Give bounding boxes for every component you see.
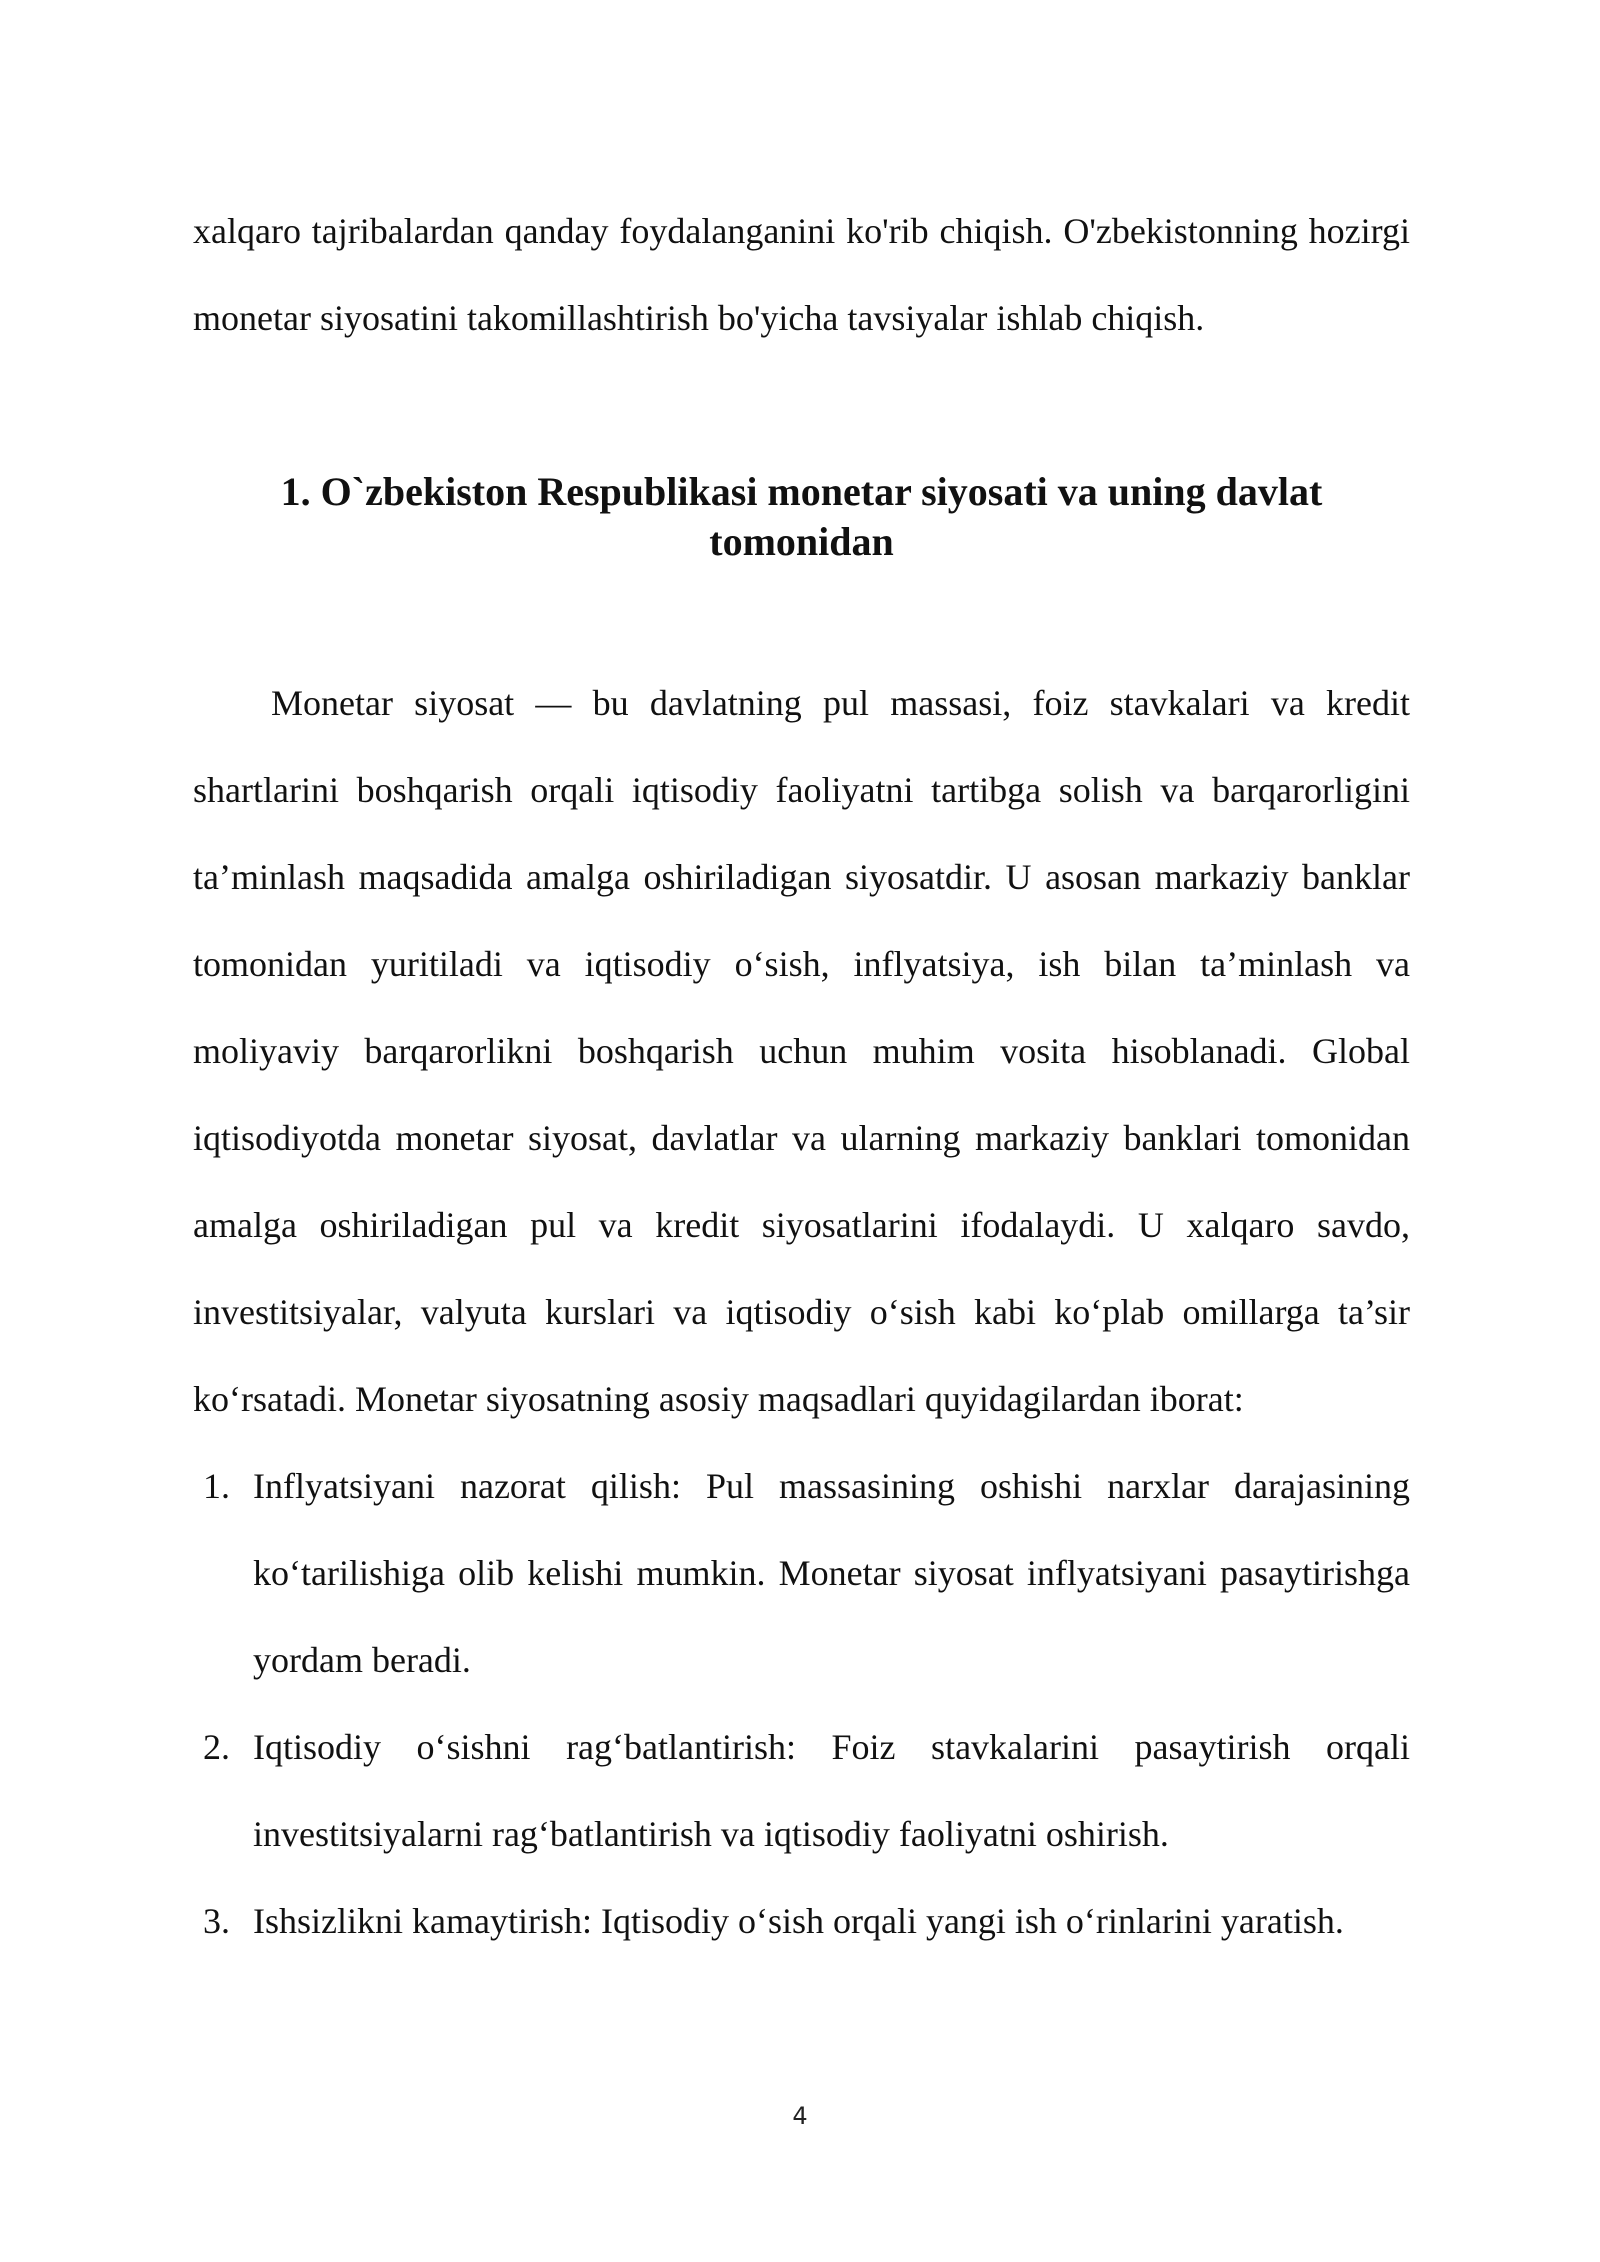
list-item-number: 3.: [203, 1901, 230, 1941]
list-item-number: 2.: [203, 1727, 230, 1767]
goals-list: [193, 1443, 1410, 1965]
list-item-text: Inflyatsiyani nazorat qilish: Pul massasining oshishi narxlar darajasining ko‘tarilishiga olib kelishi mumkin. Monetar siyosat inflyatsiyani pasaytirishga yordam beradi.: [253, 1466, 1410, 1680]
list-item: [193, 1704, 1410, 1878]
list-item: [193, 1878, 1410, 1965]
spacer: [193, 362, 1410, 467]
page-number: 4: [792, 2102, 808, 2130]
spacer: [193, 567, 1410, 660]
section-heading: 1. O`zbekiston Respublikasi monetar siyosati va uning davlat tomonidan: [280, 469, 1323, 564]
intro-paragraph: xalqaro tajribalardan qanday foydalanganini ko'rib chiqish. O'zbekistonning hozirgi monetar siyosatini takomillashtirish bo'yicha tavsiyalar ishlab chiqish.: [193, 211, 1410, 338]
page-content: [193, 188, 1410, 1965]
list-item: [193, 1443, 1410, 1704]
list-item-number: 1.: [203, 1466, 230, 1506]
list-item-text: Iqtisodiy o‘sishni rag‘batlantirish: Foiz stavkalarini pasaytirish orqali investitsiyalarni rag‘batlantirish va iqtisodiy faoliyatni oshirish.: [253, 1727, 1410, 1854]
main-paragraph: Monetar siyosat — bu davlatning pul massasi, foiz stavkalari va kredit shartlarini boshqarish orqali iqtisodiy faoliyatni tartibga solish va barqarorligini ta’minlash maqsadida amalga oshiriladigan siyosatdir. U asosan markaziy banklar tomonidan yuritiladi va iqtisodiy o‘sish, inflyatsiya, ish bilan ta’minlash va moliyaviy barqarorlikni boshqarish uchun muhim vosita hisoblanadi. Global iqtisodiyotda monetar siyosat, davlatlar va ularning markaziy banklari tomonidan amalga oshiriladigan pul va kredit siyosatlarini ifodalaydi. U xalqaro savdo, investitsiyalar, valyuta kurslari va iqtisodiy o‘sish kabi ko‘plab omillarga ta’sir ko‘rsatadi. Monetar siyosatning asosiy maqsadlari quyidagilardan iborat:: [193, 683, 1410, 1419]
list-item-text: Ishsizlikni kamaytirish: Iqtisodiy o‘sish orqali yangi ish o‘rinlarini yaratish.: [253, 1901, 1344, 1941]
